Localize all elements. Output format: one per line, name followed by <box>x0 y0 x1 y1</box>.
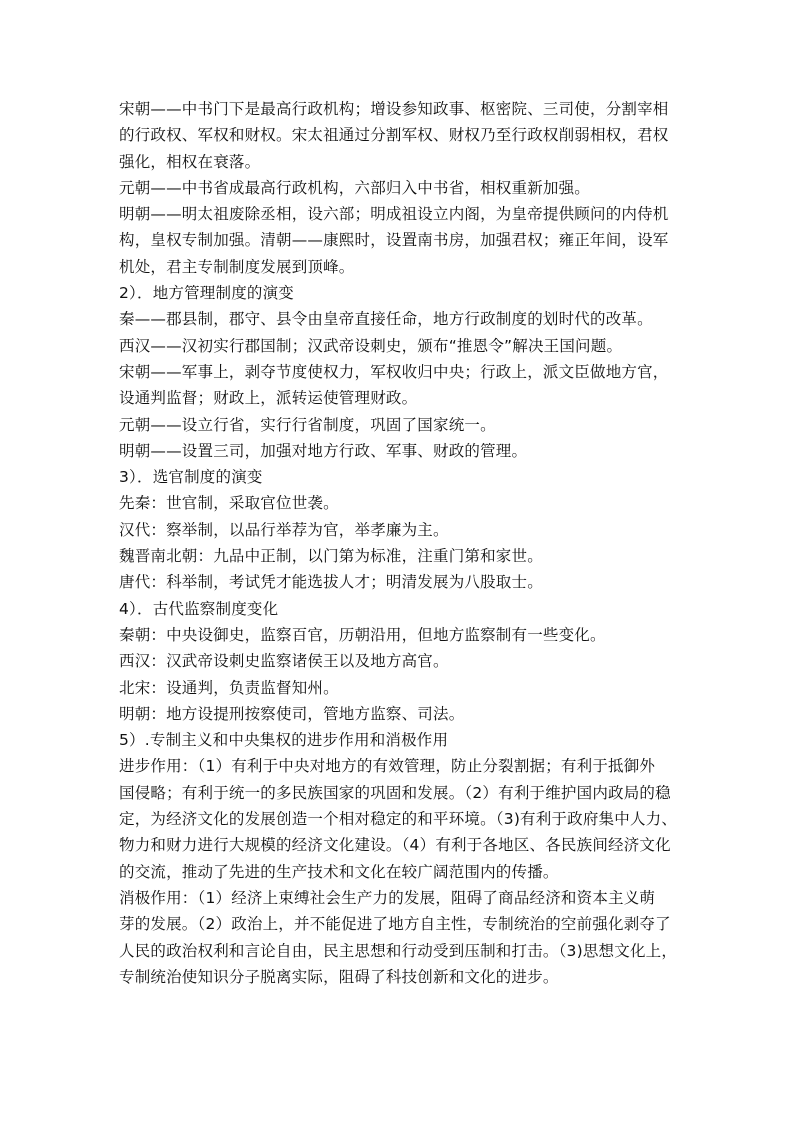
text-line: 北宋：设通判，负责监督知州。 <box>119 678 339 697</box>
text-line: 唐代：科举制，考试凭才能选拔人才；明清发展为八股取士。 <box>119 573 543 592</box>
text-line: 魏晋南北朝：九品中正制，以门第为标准，注重门第和家世。 <box>119 547 543 566</box>
section-heading: 3）．选官制度的演变 <box>119 468 263 487</box>
text-line: 秦朝：中央设御史，监察百官，历朝沿用，但地方监察制有一些变化。 <box>119 625 606 644</box>
text-line: 元朝——设立行省，实行行省制度，巩固了国家统一。 <box>119 415 496 434</box>
text-line: 设通判监督；财政上，派转运使管理财政。 <box>119 389 418 408</box>
text-line: 物力和财力进行大规模的经济文化建设。（4）有利于各地区、各民族间经济文化 <box>119 836 671 855</box>
text-line: 定，为经济文化的发展创造一个相对稳定的和平环境。（3)有利于政府集中人力、 <box>119 810 678 829</box>
text-line: 明朝——明太祖废除丞相，设六部；明成祖设立内阁，为皇帝提供顾问的内侍机 <box>119 205 669 224</box>
section-heading: 5）.专制主义和中央集权的进步作用和消极作用 <box>119 731 449 750</box>
text-line: 元朝——中书省成最高行政机构，六部归入中书省，相权重新加强。 <box>119 178 591 197</box>
text-line: 秦——郡县制，郡守、县令由皇帝直接任命，地方行政制度的划时代的改革。 <box>119 310 653 329</box>
text-line: 西汉：汉武帝设刺史监察诸侯王以及地方高官。 <box>119 652 449 671</box>
text-line: 先秦：世官制，采取官位世袭。 <box>119 494 339 513</box>
text-line: 汉代：察举制，以品行举荐为官，举孝廉为主。 <box>119 520 449 539</box>
section-heading: 4）．古代监察制度变化 <box>119 599 279 618</box>
text-line: 宋朝——中书门下是最高行政机构；增设参知政事、枢密院、三司使，分割宰相 <box>119 100 669 118</box>
text-line: 明朝：地方设提刑按察使司，管地方监察、司法。 <box>119 704 465 723</box>
text-line: 国侵略；有利于统一的多民族国家的巩固和发展。（2）有利于维护国内政局的稳 <box>119 783 671 802</box>
text-line: 宋朝——军事上，剥夺节度使权力，军权收归中央；行政上，派文臣做地方官， <box>119 362 669 381</box>
text-line: 的行政权、军权和财权。宋太祖通过分割军权、财权乃至行政权削弱相权，君权 <box>119 126 669 145</box>
text-line: 芽的发展。（2）政治上，并不能促进了地方自主性，专制统治的空前强化剥夺了 <box>119 915 671 934</box>
text-line: 强化，相权在衰落。 <box>119 152 261 171</box>
text-line: 机处，君主专制制度发展到顶峰。 <box>119 257 355 276</box>
text-line: 人民的政治权利和言论自由，民主思想和行动受到压制和打击。（3)思想文化上， <box>119 941 678 960</box>
section-heading: 2）．地方管理制度的演变 <box>119 284 295 303</box>
text-line: 西汉——汉初实行郡国制；汉武帝设刺史，颁布“推恩令”解决王国问题。 <box>119 336 623 355</box>
text-line: 构，皇权专制加强。清朝——康熙时，设置南书房，加强君权；雍正年间，设军 <box>119 231 669 250</box>
document-body <box>119 96 679 990</box>
text-line: 的交流，推动了先进的生产技术和文化在较广阔范围内的传播。 <box>119 862 559 881</box>
text-line: 消极作用：（1）经济上束缚社会生产力的发展，阻碍了商品经济和资本主义萌 <box>119 888 656 907</box>
text-line: 进步作用：（1）有利于中央对地方的有效管理，防止分裂割据；有利于抵御外 <box>119 757 656 776</box>
text-line: 明朝——设置三司，加强对地方行政、军事、财政的管理。 <box>119 441 528 460</box>
text-line: 专制统治使知识分子脱离实际，阻碍了科技创新和文化的进步。 <box>119 967 559 986</box>
